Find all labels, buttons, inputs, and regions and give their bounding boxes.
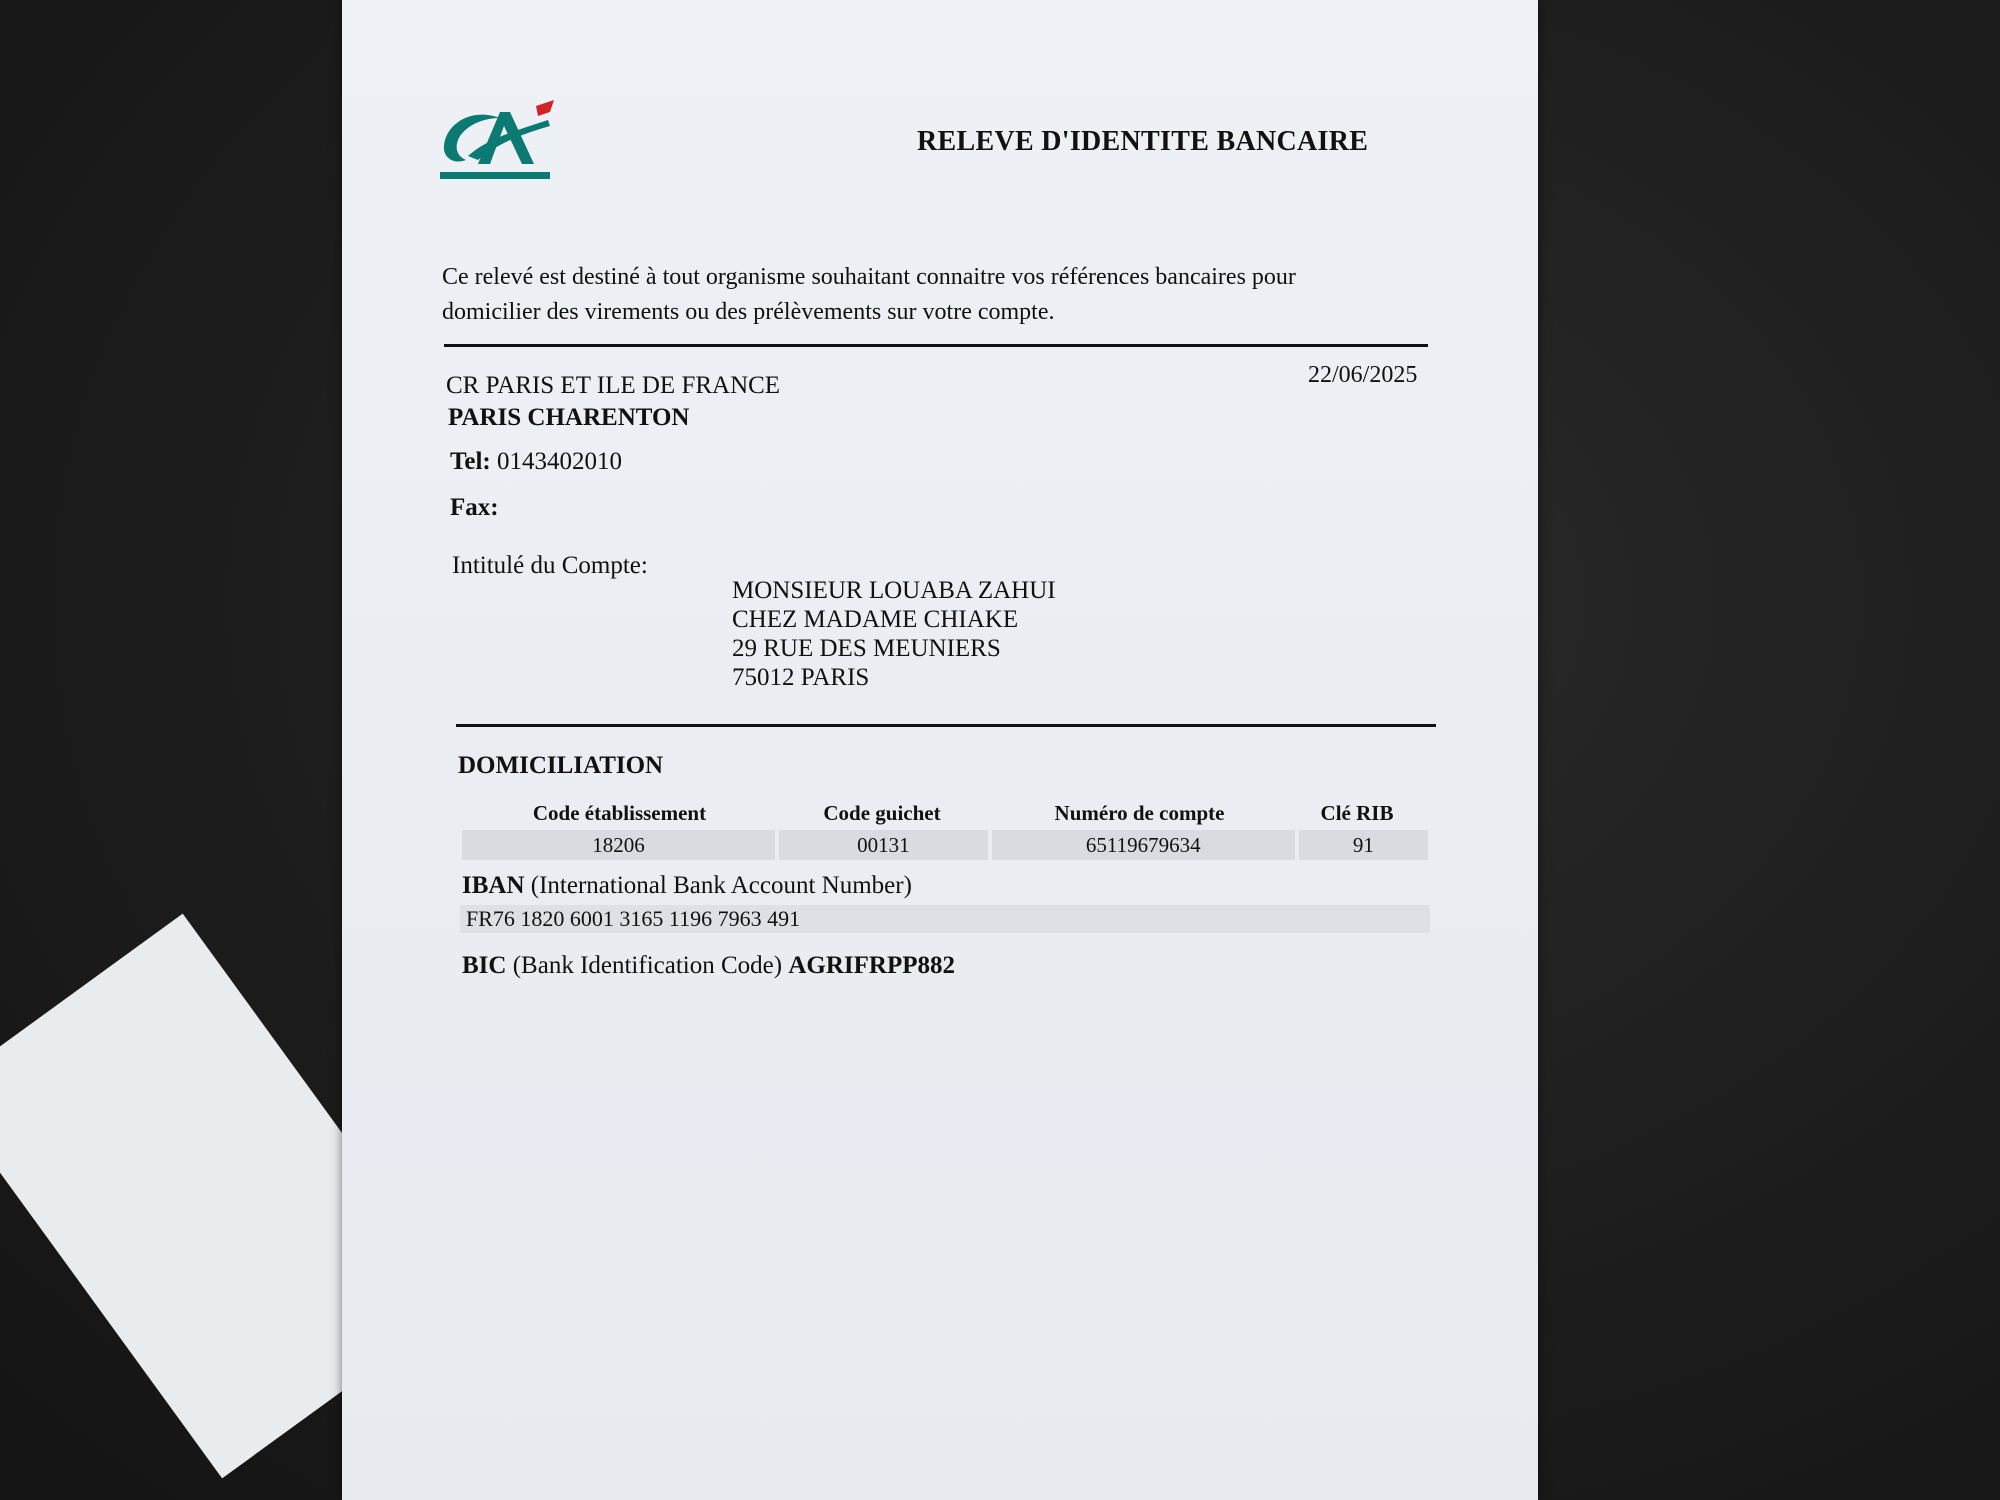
document-title: RELEVE D'IDENTITE BANCAIRE xyxy=(917,126,1369,157)
intro-text xyxy=(442,260,1442,330)
value-code-etablissement: 18206 xyxy=(462,830,775,860)
bic-label: BIC xyxy=(462,952,507,979)
value-code-guichet: 00131 xyxy=(779,830,988,860)
rib-document xyxy=(342,0,1538,1500)
tel-value: 0143402010 xyxy=(497,448,622,475)
branch-name: PARIS CHARENTON xyxy=(448,404,690,431)
divider-middle xyxy=(456,724,1436,727)
tel-label: Tel: xyxy=(450,448,491,475)
rib-table xyxy=(462,792,1432,860)
iban-label xyxy=(462,872,912,900)
bic-line xyxy=(462,952,955,980)
header-code-etablissement: Code établissement xyxy=(532,801,707,825)
account-holder-address xyxy=(732,576,1056,692)
value-numero-compte: 65119679634 xyxy=(992,830,1295,860)
header-code-guichet: Code guichet xyxy=(823,801,941,825)
account-title-label: Intitulé du Compte: xyxy=(452,552,648,579)
iban-value: FR76 1820 6001 3165 1196 7963 491 xyxy=(460,905,1430,933)
bic-description: (Bank Identification Code) xyxy=(512,952,783,979)
holder-line-2: CHEZ MADAME CHIAKE xyxy=(732,606,1019,633)
intro-line-1: Ce relevé est destiné à tout organisme souhaitant connaitre vos références bancaires pour xyxy=(442,264,1296,290)
iban-label-text: IBAN xyxy=(462,872,525,899)
telephone xyxy=(450,448,622,476)
holder-line-3: 29 RUE DES MEUNIERS xyxy=(732,635,1001,662)
credit-agricole-logo xyxy=(438,98,554,184)
rib-header-row xyxy=(462,792,1432,826)
rib-value-row xyxy=(462,830,1432,860)
holder-line-4: 75012 PARIS xyxy=(732,664,870,691)
document-date: 22/06/2025 xyxy=(1308,362,1418,388)
fax xyxy=(450,494,499,522)
bank-name: CR PARIS ET ILE DE FRANCE xyxy=(446,372,781,399)
domiciliation-heading: DOMICILIATION xyxy=(458,752,664,779)
header-numero-compte: Numéro de compte xyxy=(1054,801,1225,825)
holder-line-1: MONSIEUR LOUABA ZAHUI xyxy=(732,577,1056,604)
fax-label: Fax: xyxy=(450,494,499,521)
value-cle-rib: 91 xyxy=(1299,830,1428,860)
iban-description: (International Bank Account Number) xyxy=(530,872,912,899)
divider-top xyxy=(444,344,1428,347)
intro-line-2: domicilier des virements ou des prélèvements sur votre compte. xyxy=(442,299,1055,325)
bic-value: AGRIFRPP882 xyxy=(788,952,955,979)
header-cle-rib: Clé RIB xyxy=(1320,801,1394,825)
